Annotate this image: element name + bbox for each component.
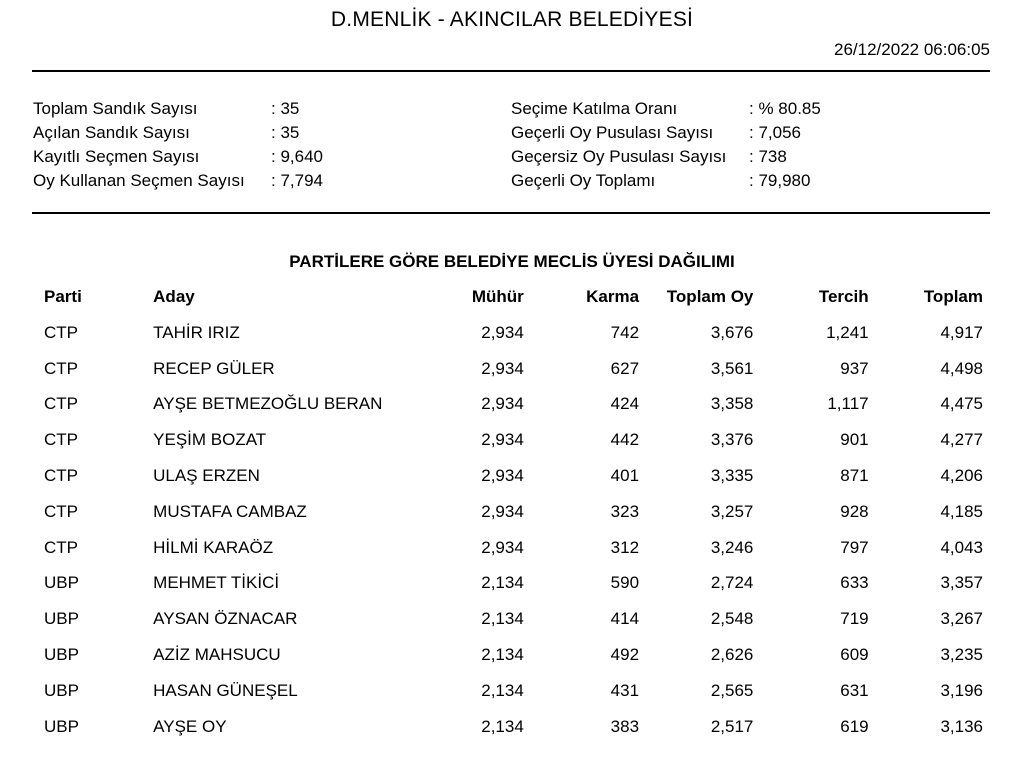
page-title: D.MENLİK - AKINCILAR BELEDİYESİ	[330, 8, 694, 31]
cell-parti: CTP	[44, 322, 78, 342]
cell-toplam-oy: 3,335	[710, 466, 754, 486]
cell-parti: UBP	[44, 645, 79, 665]
cell-aday: HİLMİ KARAÖZ	[153, 537, 274, 557]
cell-toplam: 4,277	[940, 430, 983, 450]
cell-tercih: 1,241	[826, 322, 869, 342]
stat-row	[33, 97, 323, 121]
table-row	[33, 601, 983, 637]
stat-value: : 7,794	[271, 171, 323, 190]
stat-label: Geçerli Oy Toplamı	[511, 171, 656, 190]
cell-toplam: 4,043	[940, 537, 983, 557]
cell-toplam: 4,185	[940, 501, 983, 521]
cell-aday: RECEP GÜLER	[153, 358, 275, 378]
stat-label: Açılan Sandık Sayısı	[33, 123, 190, 142]
cell-muhur: 2,934	[481, 358, 524, 378]
results-table	[33, 279, 983, 745]
report-timestamp: 26/12/2022 06:06:05	[834, 40, 990, 59]
cell-parti: CTP	[44, 358, 78, 378]
cell-toplam-oy: 2,548	[710, 609, 754, 629]
cell-aday: MUSTAFA CAMBAZ	[153, 501, 307, 521]
cell-tercih: 609	[840, 645, 869, 665]
top-divider	[32, 70, 990, 72]
cell-aday: MEHMET TİKİCİ	[153, 573, 280, 593]
cell-parti: CTP	[44, 394, 78, 414]
cell-toplam: 4,206	[940, 466, 983, 486]
section-title: PARTİLERE GÖRE BELEDİYE MECLİS ÜYESİ DAĞILIMI	[289, 252, 735, 271]
table-header-row	[33, 279, 983, 315]
cell-parti: CTP	[44, 501, 78, 521]
cell-muhur: 2,134	[481, 645, 524, 665]
cell-tercih: 1,117	[827, 394, 869, 414]
cell-aday: AYSAN ÖZNACAR	[153, 609, 298, 629]
cell-aday: TAHİR IRIZ	[153, 322, 240, 342]
table-row	[33, 494, 983, 530]
cell-parti: CTP	[44, 466, 78, 486]
cell-tercih: 937	[840, 358, 869, 378]
stat-row	[33, 169, 323, 193]
cell-tercih: 871	[840, 466, 869, 486]
table-row	[33, 458, 983, 494]
cell-toplam-oy: 3,376	[710, 430, 754, 450]
header-toplam: Toplam	[923, 287, 983, 306]
stat-label: Seçime Katılma Oranı	[511, 99, 678, 118]
cell-aday: YEŞİM BOZAT	[153, 430, 267, 450]
cell-karma: 627	[610, 358, 640, 378]
header-karma: Karma	[586, 287, 640, 306]
stat-row	[33, 121, 323, 145]
stat-row	[511, 145, 821, 169]
cell-parti: UBP	[44, 609, 79, 629]
cell-karma: 492	[610, 645, 640, 665]
table-row	[33, 673, 983, 709]
header-muhur: Mühür	[471, 287, 524, 306]
cell-toplam-oy: 3,561	[710, 358, 754, 378]
cell-parti: UBP	[44, 716, 79, 736]
stat-label: Kayıtlı Seçmen Sayısı	[33, 147, 200, 166]
table-row	[33, 387, 983, 423]
cell-karma: 383	[610, 716, 640, 736]
table-row	[33, 422, 983, 458]
cell-toplam: 3,267	[940, 609, 983, 629]
cell-muhur: 2,134	[481, 609, 524, 629]
header-aday: Aday	[153, 287, 195, 306]
cell-karma: 442	[610, 430, 640, 450]
header-parti: Parti	[44, 287, 82, 306]
table-row	[33, 351, 983, 387]
cell-toplam-oy: 3,246	[710, 537, 754, 557]
cell-muhur: 2,934	[481, 466, 524, 486]
cell-muhur: 2,934	[481, 322, 524, 342]
cell-parti: UBP	[44, 573, 79, 593]
table-row	[33, 566, 983, 602]
cell-muhur: 2,934	[481, 501, 524, 521]
cell-aday: AYŞE BETMEZOĞLU BERAN	[153, 394, 383, 414]
table-row	[33, 315, 983, 351]
cell-tercih: 719	[840, 609, 869, 629]
cell-toplam-oy: 3,676	[710, 322, 754, 342]
stat-value: : 9,640	[271, 147, 323, 166]
section-divider	[32, 212, 990, 214]
cell-karma: 414	[610, 609, 640, 629]
cell-muhur: 2,934	[481, 394, 524, 414]
stats-right	[511, 97, 821, 193]
stat-value: : 738	[749, 147, 787, 166]
cell-muhur: 2,934	[481, 537, 524, 557]
cell-toplam: 4,498	[940, 358, 983, 378]
cell-toplam: 3,196	[940, 680, 983, 700]
cell-tercih: 619	[840, 716, 869, 736]
cell-muhur: 2,134	[481, 573, 524, 593]
stat-label: Toplam Sandık Sayısı	[33, 99, 198, 118]
cell-muhur: 2,134	[481, 716, 524, 736]
cell-parti: UBP	[44, 680, 79, 700]
cell-karma: 312	[610, 537, 640, 557]
cell-tercih: 901	[840, 430, 869, 450]
cell-toplam: 4,917	[940, 322, 983, 342]
stat-label: Geçersiz Oy Pusulası Sayısı	[511, 147, 727, 166]
table-row	[33, 530, 983, 566]
cell-tercih: 797	[840, 537, 869, 557]
cell-toplam-oy: 2,626	[710, 645, 754, 665]
cell-toplam-oy: 3,358	[710, 394, 754, 414]
stat-row	[511, 169, 821, 193]
stat-value: : % 80.85	[749, 99, 821, 118]
stat-value: : 35	[271, 123, 300, 142]
cell-tercih: 928	[840, 501, 869, 521]
stat-row	[33, 145, 323, 169]
stat-row	[511, 97, 821, 121]
cell-aday: HASAN GÜNEŞEL	[153, 680, 298, 700]
cell-tercih: 631	[840, 680, 869, 700]
table-row	[33, 637, 983, 673]
cell-toplam-oy: 2,724	[710, 573, 754, 593]
cell-karma: 431	[610, 680, 640, 700]
cell-karma: 424	[610, 394, 640, 414]
cell-muhur: 2,934	[481, 430, 524, 450]
table-row	[33, 709, 983, 745]
cell-parti: CTP	[44, 537, 78, 557]
cell-toplam: 3,136	[940, 716, 983, 736]
stat-value: : 7,056	[749, 123, 801, 142]
cell-tercih: 633	[840, 573, 869, 593]
stat-label: Geçerli Oy Pusulası Sayısı	[511, 123, 714, 142]
cell-toplam-oy: 2,565	[710, 680, 754, 700]
cell-karma: 323	[610, 501, 640, 521]
cell-aday: ULAŞ ERZEN	[153, 466, 260, 486]
cell-toplam: 4,475	[940, 394, 983, 414]
cell-parti: CTP	[44, 430, 78, 450]
cell-muhur: 2,134	[481, 680, 524, 700]
header-toplam-oy: Toplam Oy	[666, 287, 754, 306]
cell-toplam-oy: 3,257	[710, 501, 754, 521]
cell-karma: 401	[610, 466, 640, 486]
table-body	[33, 315, 983, 745]
stat-value: : 35	[271, 99, 300, 118]
cell-toplam: 3,235	[940, 645, 983, 665]
stat-row	[511, 121, 821, 145]
cell-karma: 742	[610, 322, 640, 342]
cell-karma: 590	[610, 573, 640, 593]
stat-label: Oy Kullanan Seçmen Sayısı	[33, 171, 245, 190]
stat-value: : 79,980	[749, 171, 811, 190]
cell-toplam: 3,357	[940, 573, 983, 593]
cell-aday: AZİZ MAHSUCU	[153, 645, 281, 665]
cell-aday: AYŞE OY	[153, 716, 227, 736]
cell-toplam-oy: 2,517	[710, 716, 754, 736]
stats-left	[33, 97, 323, 193]
header-tercih: Tercih	[818, 287, 869, 306]
